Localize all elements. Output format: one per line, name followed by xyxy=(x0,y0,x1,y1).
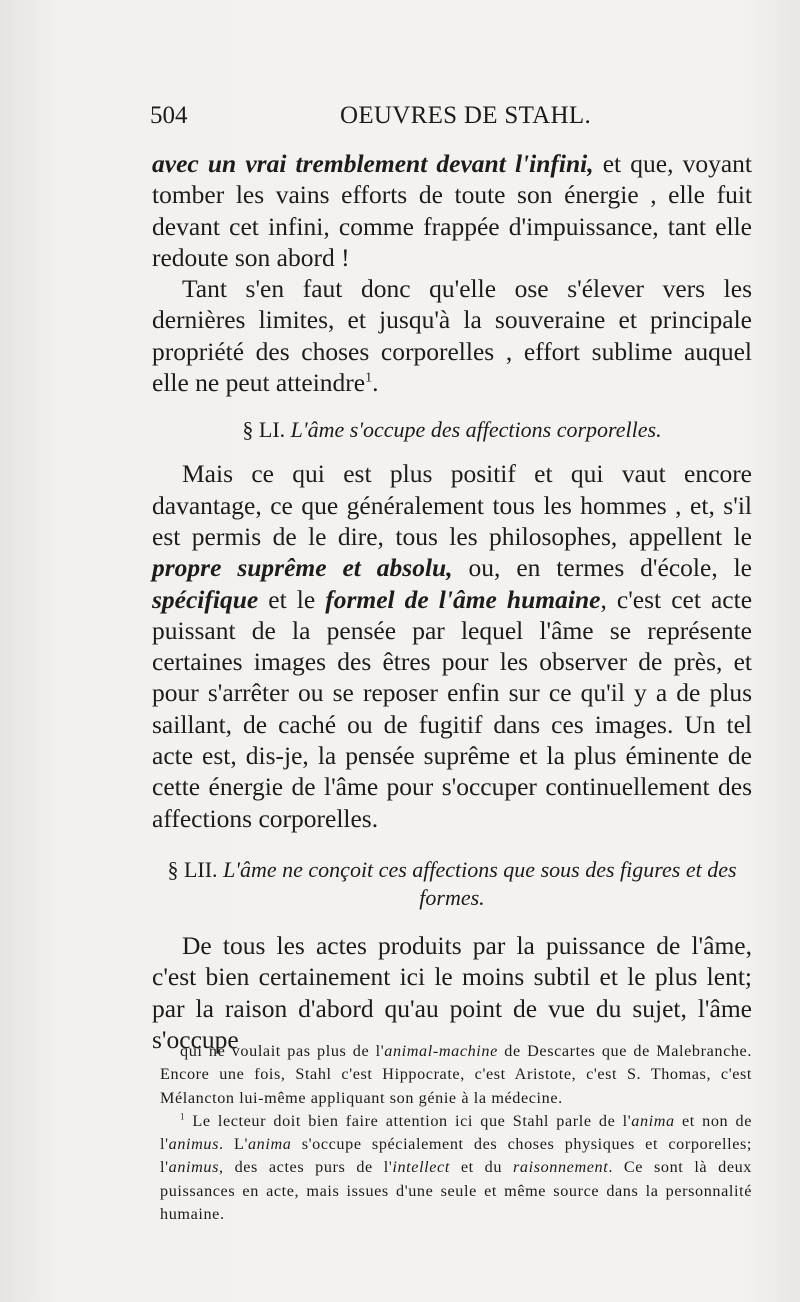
emphasis: propre suprême et absolu, xyxy=(152,553,453,583)
footnote-reference: 1 xyxy=(365,370,373,386)
running-title: OEUVRES DE STAHL. xyxy=(340,102,592,129)
page-number: 504 xyxy=(150,102,188,129)
text-run: de Descartes que de Malebranche. Encore une fois, Stahl c'est Hippocrate, c'est Aristote, c'est S. Thomas, c'est Mélancton lui-même appliquant son génie à la médecine. xyxy=(160,1042,752,1107)
paragraph-1 xyxy=(152,148,752,273)
text-run: et du xyxy=(449,1158,513,1177)
text-run: . xyxy=(372,368,379,398)
section-heading-lii xyxy=(152,856,752,912)
section-title: L'âme s'occupe des affections corporelles. xyxy=(290,417,662,443)
text-run: , c'est cet acte puissant de la pensée par lequel l'âme se représente certaines images des êtres pour les observer de près, et pour s'arrêter ou se reposer enfin sur ce qu'il y a de plus saillant, de caché ou de fugitif dans ces images. Un tel acte est, dis-je, la pensée suprême et la plus éminente de cette énergie de l'âme pour s'occuper continuellement des affections corporelles. xyxy=(152,584,753,833)
text-run: . Ce sont là deux puissances en acte, mais issues d'une seule et même source dans la personnalité humaine. xyxy=(160,1158,752,1224)
section-title: L'âme ne conçoit ces affections que sous des figures et des formes. xyxy=(223,856,737,910)
paragraph-2 xyxy=(152,273,752,398)
footnote-continuation xyxy=(160,1040,752,1110)
text-run: qui ne voulait pas plus de l' xyxy=(180,1042,385,1060)
footnote-1 xyxy=(160,1110,752,1226)
emphasis: intellect xyxy=(392,1158,450,1177)
text-run: Mais ce qui est plus positif et qui vaut encore davantage, ce que généralement tous les hommes , et, s'il est permis de le dire, tous les philosophes, appellent le xyxy=(152,459,752,551)
text-run: et non de l' xyxy=(160,1111,752,1154)
emphasis: anima xyxy=(247,1135,292,1154)
text-run: Le lecteur doit bien faire attention ici que Stahl parle de l' xyxy=(185,1111,632,1130)
section-mark: § LII. xyxy=(167,856,218,882)
main-text xyxy=(152,148,752,1055)
emphasis: spécifique xyxy=(152,584,259,614)
footnote-number: 1 xyxy=(180,1111,186,1122)
text-run: Tant s'en faut donc qu'elle ose s'élever vers les dernières limites, et jusqu'à la souveraine et principale propriété des choses corporelles , effort sublime auquel elle ne peut atteindre xyxy=(152,274,752,398)
text-run: et que, voyant tomber les vains efforts de toute son énergie , elle fuit devant cet infini, comme frappée d'impuissance, tant elle redoute son abord ! xyxy=(152,149,753,272)
section-mark: § LI. xyxy=(242,417,286,443)
emphasis: avec un vrai tremblement devant l'infini, xyxy=(152,149,594,178)
paragraph-4 xyxy=(152,930,752,1055)
text-run: De tous les actes produits par la puissance de l'âme, c'est bien certainement ici le moins subtil et le plus lent; par la raison d'abord qu'au point de vue du sujet, l'âme s'occupe xyxy=(152,930,752,1054)
footnotes xyxy=(160,1040,752,1226)
text-run: . L' xyxy=(219,1135,248,1154)
emphasis: animus xyxy=(168,1135,219,1154)
text-run: ou, en termes d'école, le xyxy=(452,553,753,583)
text-run: et le xyxy=(258,584,326,614)
text-run: , des actes purs de l' xyxy=(219,1158,393,1177)
emphasis: formel de l'âme humaine xyxy=(325,584,601,614)
paragraph-3 xyxy=(152,458,752,834)
page-header xyxy=(150,102,750,132)
emphasis: animus xyxy=(168,1158,219,1177)
emphasis: raisonnement xyxy=(513,1158,609,1177)
emphasis: animal-machine xyxy=(384,1042,498,1060)
text-run: s'occupe spécialement des choses physiques et corporelles; l' xyxy=(160,1135,752,1177)
emphasis: anima xyxy=(631,1111,675,1130)
section-heading-li xyxy=(152,416,752,444)
